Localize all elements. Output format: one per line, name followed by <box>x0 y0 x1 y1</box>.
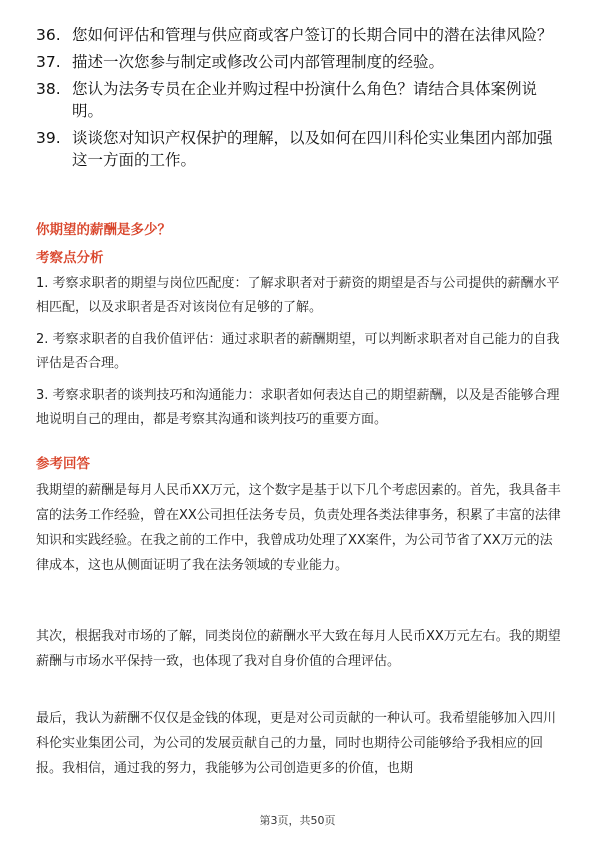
question-number: 36. <box>36 26 61 44</box>
question-number: 39. <box>36 129 61 147</box>
question-list <box>36 24 566 176</box>
answer-paragraph: 最后，我认为薪酬不仅仅是金钱的体现，更是对公司贡献的一种认可。我希望能够加入四川科伦实业集团公司，为公司的发展贡献自己的力量，同时也期待公司能够给予我相应的回报。我相信，通过我的努力，我能够为公司创造更多的价值，也期 <box>36 711 557 776</box>
question-text: 描述一次您参与制定或修改公司内部管理制度的经验。 <box>72 53 445 71</box>
question-item <box>36 51 566 73</box>
question-text: 谈谈您对知识产权保护的理解，以及如何在四川科伦实业集团内部加强这一方面的工作。 <box>72 129 553 169</box>
analysis-point: 1. 考察求职者的期望与岗位匹配度：了解求职者对于薪资的期望是否与公司提供的薪酬水平相匹配，以及求职者是否对该岗位有足够的了解。 <box>36 276 560 315</box>
answer-paragraph: 其次，根据我对市场的了解，同类岗位的薪酬水平大致在每月人民币XX万元左右。我的期望薪酬与市场水平保持一致，也体现了我对自身价值的合理评估。 <box>36 629 561 669</box>
question-item <box>36 24 566 46</box>
question-text: 您认为法务专员在企业并购过程中扮演什么角色？请结合具体案例说明。 <box>72 80 538 120</box>
question-text: 您如何评估和管理与供应商或客户签订的长期合同中的潜在法律风险？ <box>72 26 553 44</box>
question-item <box>36 78 566 122</box>
question-number: 38. <box>36 80 61 98</box>
page-footer: 第3页，共50页 <box>259 814 336 827</box>
analysis-point: 2. 考察求职者的自我价值评估：通过求职者的薪酬期望，可以判断求职者对自己能力的自我评估是否合理。 <box>36 332 560 371</box>
answer-paragraph: 我期望的薪酬是每月人民币XX万元，这个数字是基于以下几个考虑因素的。首先，我具备丰富的法务工作经验，曾在XX公司担任法务专员，负责处理各类法律事务，积累了丰富的法律知识和实践经验。在我之前的工作中，我曾成功处理了XX案件，为公司节省了XX万元的法律成本，这也从侧面证明了我在法务领域的专业能力。 <box>36 483 561 573</box>
analysis-heading: 考察点分析 <box>36 250 104 266</box>
section-question-title: 你期望的薪酬是多少？ <box>36 222 171 238</box>
answer-heading: 参考回答 <box>36 456 90 472</box>
question-item <box>36 127 566 171</box>
analysis-point: 3. 考察求职者的谈判技巧和沟通能力：求职者如何表达自己的期望薪酬，以及是否能够合理地说明自己的理由，都是考察其沟通和谈判技巧的重要方面。 <box>36 388 560 427</box>
question-number: 37. <box>36 53 61 71</box>
